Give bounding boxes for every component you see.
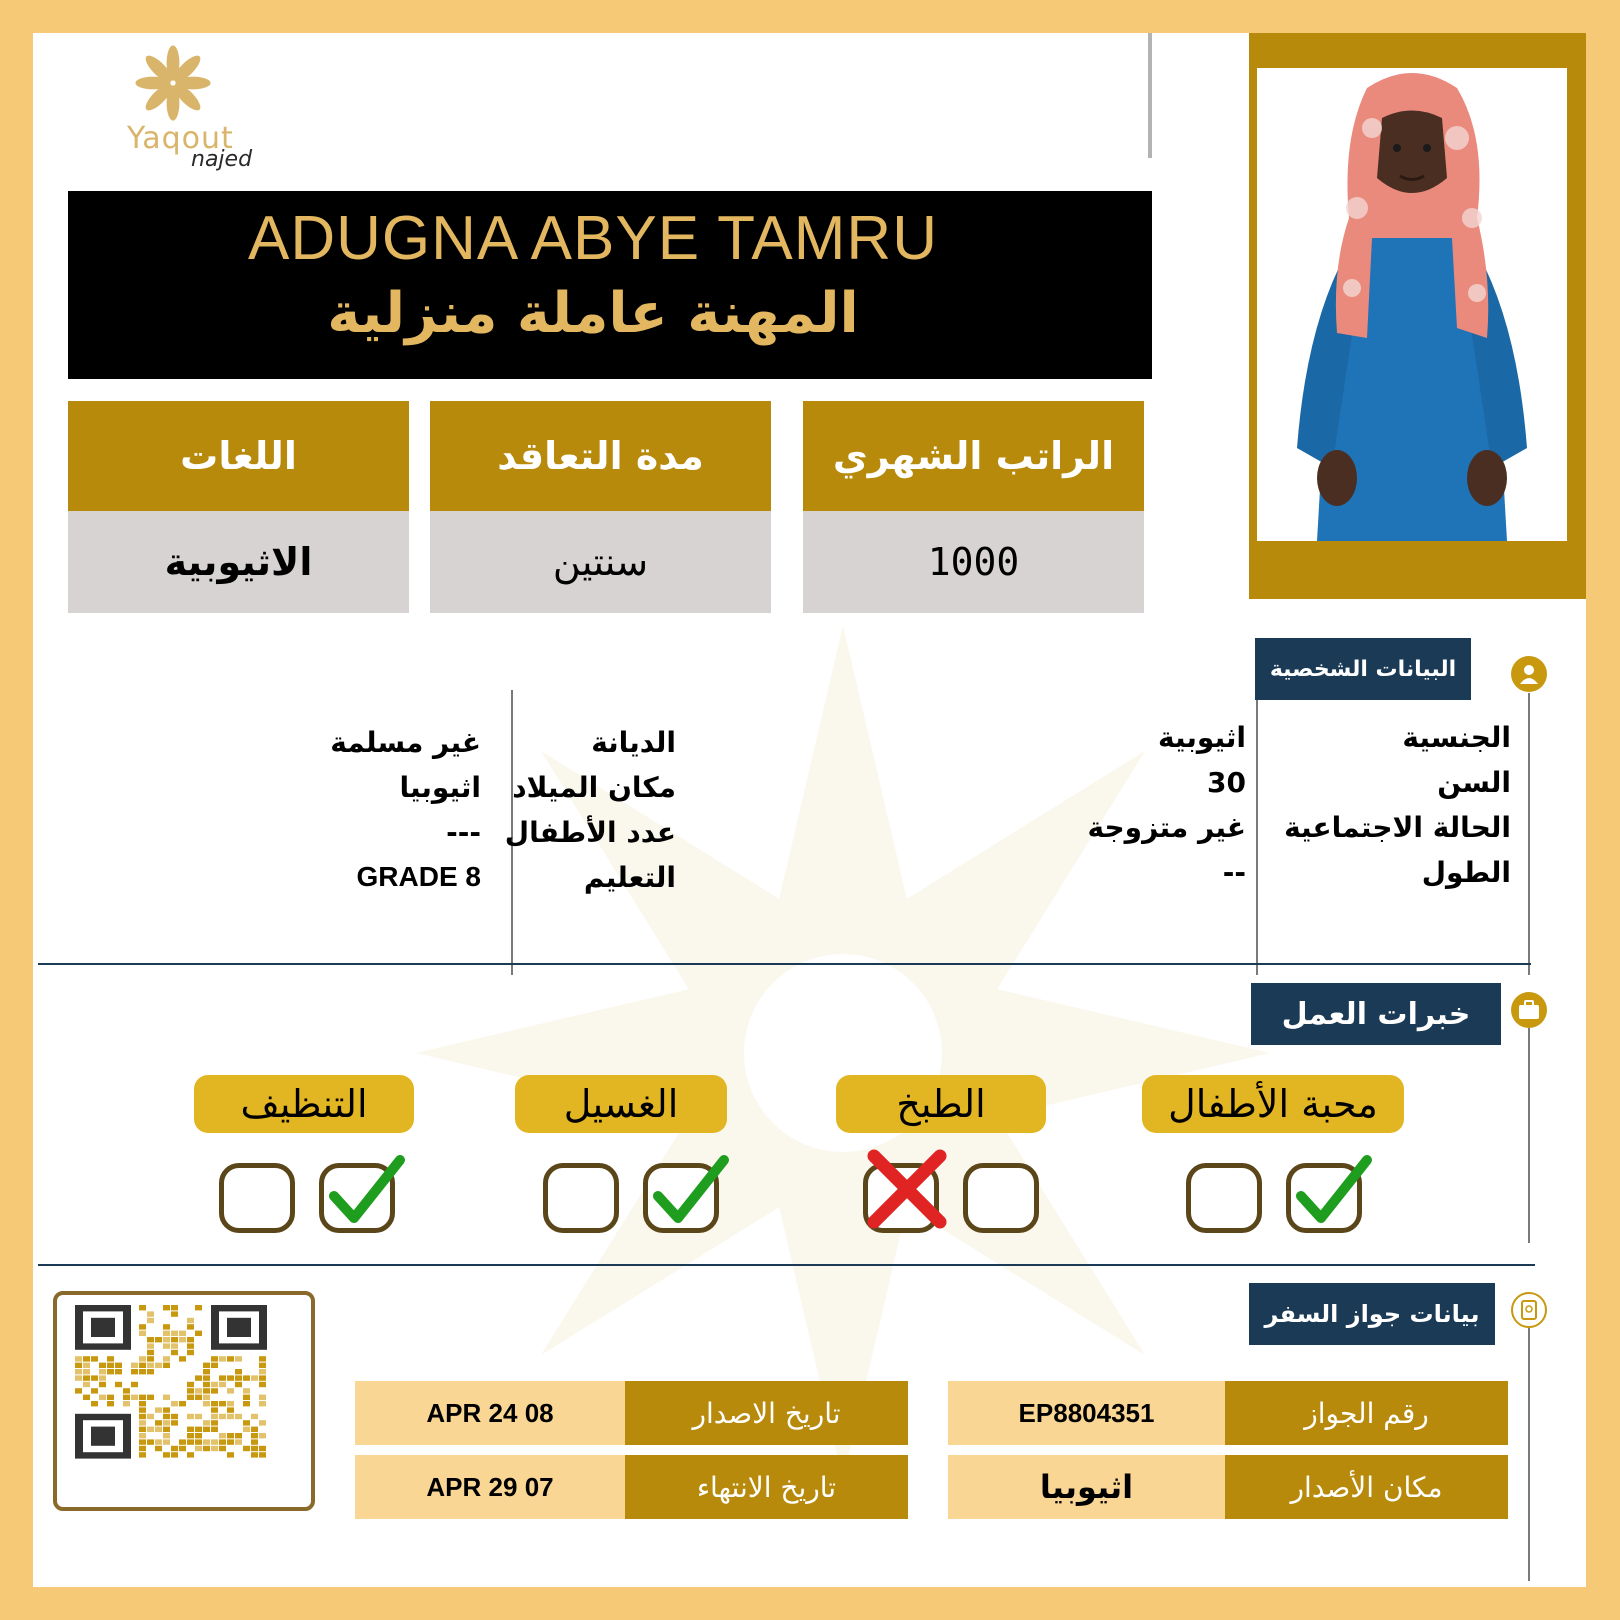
logo-flower-icon [128, 43, 218, 123]
experience-section-title: خبرات العمل [1251, 983, 1501, 1045]
passport-number-label: رقم الجواز [1225, 1381, 1508, 1445]
childcare-check-box[interactable] [1286, 1163, 1362, 1233]
qr-code[interactable] [53, 1291, 315, 1511]
issue-date-value: 08 APR 24 [355, 1381, 625, 1445]
nationality-value: اثيوبية [1157, 721, 1246, 754]
marital-value: غير متزوجة [1087, 811, 1246, 844]
washing-check-box[interactable] [643, 1163, 719, 1233]
religion-label: الديانة [591, 726, 676, 759]
divider [1148, 33, 1152, 158]
childcare-empty-box[interactable] [1186, 1163, 1262, 1233]
worker-photo [1257, 68, 1567, 541]
religion-value: غير مسلمة [330, 726, 481, 759]
washing-empty-box[interactable] [543, 1163, 619, 1233]
marital-label: الحالة الاجتماعية [1284, 811, 1511, 844]
qr-code-icon [57, 1295, 311, 1507]
cleaning-empty-box[interactable] [219, 1163, 295, 1233]
skill-cooking-label: الطبخ [836, 1075, 1046, 1133]
salary-tile [803, 401, 1144, 613]
issue-date-label: تاريخ الاصدار [625, 1381, 908, 1445]
salary-label: الراتب الشهري [803, 401, 1144, 511]
languages-tile [68, 401, 409, 613]
nationality-label: الجنسية [1402, 721, 1511, 754]
brand-logo [93, 43, 253, 203]
person-photo-icon [1257, 68, 1567, 541]
salary-value: 1000 [803, 511, 1144, 613]
profession: المهنة عاملة منزلية [327, 281, 859, 346]
passport-rail [1528, 1328, 1530, 1581]
brand-name: Yaqout [127, 121, 234, 156]
languages-value: الاثيوبية [68, 511, 409, 613]
cooking-empty-box[interactable] [963, 1163, 1039, 1233]
worker-name: ADUGNA ABYE TAMRU [248, 204, 938, 273]
check-icon [644, 1146, 730, 1232]
skill-cleaning-label: التنظيف [194, 1075, 414, 1133]
education-value: GRADE 8 [356, 861, 481, 892]
section-separator [38, 963, 1531, 965]
children-value: --- [446, 816, 481, 849]
height-value: -- [1222, 856, 1246, 889]
expiry-date-label: تاريخ الانتهاء [625, 1455, 908, 1519]
cross-icon [864, 1146, 950, 1232]
education-label: التعليم [583, 861, 676, 894]
height-label: الطول [1421, 856, 1511, 889]
birthplace-value: اثيوبيا [399, 771, 481, 804]
contract-label: مدة التعاقد [430, 401, 771, 511]
issue-place-label: مكان الأصدار [1225, 1455, 1508, 1519]
cooking-cross-box[interactable] [863, 1163, 939, 1233]
cleaning-check-box[interactable] [319, 1163, 395, 1233]
age-label: السن [1437, 766, 1511, 799]
age-value: 30 [1207, 766, 1246, 799]
name-banner [68, 191, 1152, 379]
personal-section-title: البيانات الشخصية [1255, 638, 1471, 700]
brand-sub: najed [191, 147, 253, 172]
section-separator [38, 1264, 1535, 1266]
experience-rail [1528, 1028, 1530, 1243]
contract-value: سنتين [430, 511, 771, 613]
briefcase-icon [1511, 992, 1547, 1028]
photo-frame [1249, 33, 1586, 599]
passport-section-title: بيانات جواز السفر [1249, 1283, 1495, 1345]
cv-card [33, 33, 1586, 1587]
contract-tile [430, 401, 771, 613]
skill-childcare-label: محبة الأطفال [1142, 1075, 1404, 1133]
issue-place-value: اثيوبيا [948, 1455, 1225, 1519]
languages-label: اللغات [68, 401, 409, 511]
birthplace-label: مكان الميلاد [512, 771, 676, 804]
check-icon [320, 1146, 406, 1232]
children-label: عدد الأطفال [504, 816, 676, 849]
passport-icon [1511, 1292, 1547, 1328]
expiry-date-value: 07 APR 29 [355, 1455, 625, 1519]
personal-rail [1528, 693, 1530, 975]
passport-number-value: EP8804351 [948, 1381, 1225, 1445]
personal-divider-right [1256, 700, 1258, 975]
person-icon [1511, 656, 1547, 692]
skill-washing-label: الغسيل [515, 1075, 727, 1133]
check-icon [1287, 1146, 1373, 1232]
